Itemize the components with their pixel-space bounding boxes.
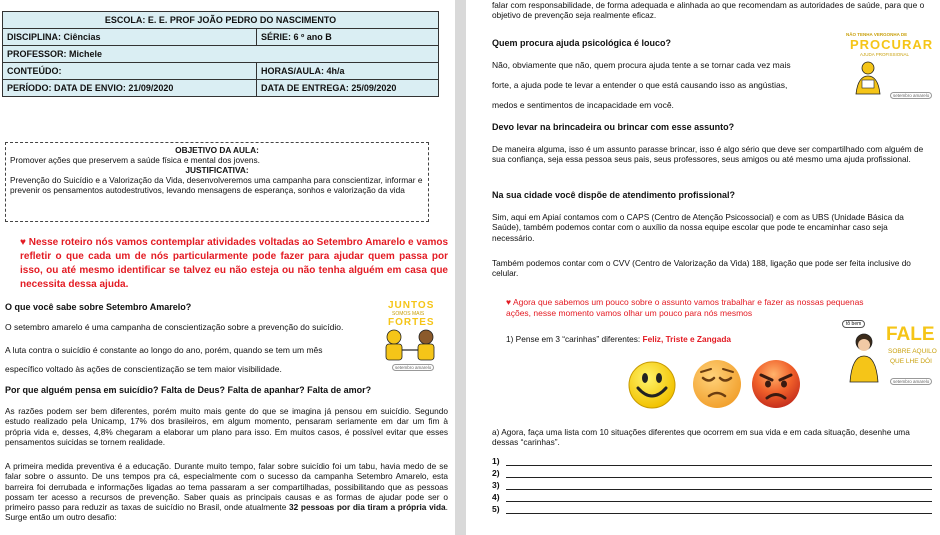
- header-table: [2, 11, 439, 97]
- prevention-highlight: 32 pessoas por dia tiram a própria vida: [289, 502, 446, 513]
- justification-text: Prevenção do Suicídio e a Valorização da Vida, desenvolveremos uma campanha para conscientizar, informar e prevenir os pensamentos autodestrutivos, levando mensagens de esperança, sonhos e valorização da vida: [10, 175, 423, 195]
- sticker-procurar-pre: NÃO TENHA VERGONHA DE: [846, 32, 908, 37]
- red-note-text: Agora que sabemos um pouco sobre o assunto vamos trabalhar e fazer as nossas pequenas ações, nesse momento vamos olhar um pouco para nós mesmos: [506, 297, 864, 318]
- right-page: [466, 0, 940, 535]
- paragraph-fight-b: específico voltado às ações de conscientização se tem maior visibilidade.: [5, 364, 282, 374]
- answer-line-number: 1): [492, 456, 500, 466]
- send-date: PERÍODO: DATA DE ENVIO: 21/09/2020: [3, 80, 257, 97]
- person-reading-illustration: [848, 60, 888, 96]
- hours: HORAS/AULA: 4h/a: [257, 63, 439, 80]
- objective-text: Promover ações que preservem a saúde física e mental dos jovens.: [10, 155, 260, 165]
- left-page: [0, 0, 455, 535]
- prevention-end: . Surge então um outro desafio:: [5, 502, 448, 523]
- answer-line-number: 5): [492, 504, 500, 514]
- prevention-text: A primeira medida preventiva é a educação. Durante muito tempo, falar sobre suicídio foi um tabu, havia medo de se falar sobre o assunto. De uns tempos pra cá, especialmente com o sucesso da campanha Setembro Amarelo, esta barreira foi derrubada e informações ligadas ao tema passaram a ser compartilhadas, possibilitando que as pessoas possam ter acesso a recursos de prevenção. Saber quais as principais causas e as formas de ajudar pode ser o primeiro passo para reduzir as taxas de suicídio no Brasil, onde atualmente: [5, 461, 448, 513]
- sticker-procurar: [842, 30, 936, 108]
- sticker-juntos: [380, 300, 450, 372]
- due-date: DATA DE ENTREGA: 25/09/2020: [257, 80, 439, 97]
- answer-line-1[interactable]: [492, 456, 932, 467]
- paragraph-serious: De maneira alguma, isso é um assunto parasse brincar, isso é algo sério que deve ser compartilhado com alguém de sua confiança, seja essa pessoa seus pais, seus professores, seus amigos ou até mesmo uma ajuda profissional.: [492, 144, 924, 165]
- answer-line-3[interactable]: [492, 480, 932, 491]
- grade: SÉRIE: 6 º ano B: [257, 29, 439, 46]
- item-one: [506, 334, 731, 345]
- question-why: Por que alguém pensa em suicídio? Falta de Deus? Falta de apanhar? Falta de amor?: [5, 385, 372, 395]
- paragraph-cvv: Também podemos contar com o CVV (Centro de Valorização da Vida) 188, ligação que pode ser feita inclusive do celular.: [492, 258, 911, 279]
- paragraph-help-c: medos e sentimentos de incapacidade em você.: [492, 100, 674, 110]
- answer-line-4[interactable]: [492, 492, 932, 503]
- teacher: PROFESSOR: Michele: [3, 46, 439, 63]
- paragraph-continuation: falar com responsabilidade, de forma adequada e alinhada ao que recomendam as autoridades de saúde, para que o objetivo de prevenção seja realmente eficaz.: [492, 0, 925, 21]
- paragraph-caps: Sim, aqui em Apiaí contamos com o CAPS (Centro de Atenção Psicossocial) e com as UBS (Unidade Básica da Saúde), também podemos contar com o auxílio da nossa equipe escolar que pode te encaminhar caso seja necessário.: [492, 212, 904, 243]
- happy-face-icon: [627, 360, 677, 410]
- angry-face-icon: [750, 358, 802, 410]
- sticker-juntos-title: JUNTOS: [388, 300, 435, 311]
- paragraph-fight-a: A luta contra o suicídio é constante ao longo do ano, porém, quando se tem um mês: [5, 345, 323, 355]
- objective-title: OBJETIVO DA AULA:: [175, 145, 259, 155]
- sticker-juntos-sub: SOMOS MAIS: [392, 311, 425, 317]
- person-talking-illustration: [846, 332, 886, 384]
- item-one-text: 1) Pense em 3 “carinhas” diferentes:: [506, 334, 643, 344]
- paragraph-campaign: O setembro amarelo é uma campanha de conscientização sobre a prevenção do suicídio.: [5, 322, 344, 332]
- justification-title: JUSTIFICATIVA:: [185, 165, 249, 175]
- paragraph-help-a: Não, obviamente que não, quem procura ajuda tente a se tornar cada vez mais: [492, 60, 791, 70]
- sticker-fale-sub2: QUE LHE DÓI: [890, 358, 932, 365]
- speech-bubble: tô bem: [842, 320, 865, 328]
- answer-line-2[interactable]: [492, 468, 932, 479]
- heart-icon: ♥: [20, 237, 26, 248]
- answer-line-number: 4): [492, 492, 500, 502]
- school-name: ESCOLA: E. E. PROF JOÃO PEDRO DO NASCIMENTO: [3, 12, 439, 29]
- sticker-fale-title: FALE: [886, 324, 935, 345]
- heart-icon: ♥: [506, 297, 512, 307]
- question-city-service: Na sua cidade você dispõe de atendimento profissional?: [492, 190, 736, 200]
- intro-paragraph: [20, 236, 448, 292]
- sticker-juntos-strong: FORTES: [388, 317, 435, 328]
- item-one-words: Feliz, Triste e Zangada: [642, 334, 732, 344]
- red-note: [506, 297, 886, 319]
- sticker-procurar-signature: setembro amarelo: [890, 92, 932, 99]
- sticker-juntos-signature: setembro amarelo: [392, 364, 434, 371]
- question-psychological-help: Quem procura ajuda psicológica é louco?: [492, 38, 672, 48]
- discipline: DISCIPLINA: Ciências: [3, 29, 257, 46]
- answer-line-number: 3): [492, 480, 500, 490]
- sticker-fale-sub: SOBRE AQUILO: [888, 348, 937, 355]
- sticker-fale: [842, 318, 938, 396]
- intro-text: Nesse roteiro nós vamos contemplar atividades voltadas ao Setembro Amarelo e vamos refletir o que cada um de nós particularmente pode fazer para ajudar quem passa por isso, ou até mesmo identificar se talvez eu não esteja ou não tenha alguém em casa que necessita dessa ajuda.: [20, 237, 449, 290]
- question-a: a) Agora, faça uma lista com 10 situações diferentes que ocorrem em sua vida e em cada situação, desenhe uma dessas “carinhas”.: [492, 427, 910, 448]
- paragraph-reasons: As razões podem ser bem diferentes, porém muito mais gente do que se imagina já pensou em suicídio. Segundo estudo realizado pela Unicamp, 17% dos brasileiros, em algum momento, pensaram seriamente em dar um fim à própria vida e, desses, 4,8% chegaram a elaborar um plano para isso. Em muitos casos, é possível evitar que esses pensamentos suicidas se tornem realidade.: [5, 406, 448, 447]
- answer-line-number: 2): [492, 468, 500, 478]
- friends-illustration: [380, 328, 446, 362]
- objective-box: [5, 142, 429, 222]
- sticker-fale-signature: setembro amarelo: [890, 378, 932, 385]
- sticker-procurar-title: PROCURAR: [850, 37, 934, 52]
- question-joke: Devo levar na brincadeira ou brincar com esse assunto?: [492, 122, 735, 132]
- paragraph-help-b: forte, a ajuda pode te levar a entender o que está causando isso as angústias,: [492, 80, 788, 90]
- paragraph-prevention: [5, 461, 448, 523]
- answer-line-5[interactable]: [492, 504, 932, 515]
- question-setembro-amarelo: O que você sabe sobre Setembro Amarelo?: [5, 302, 192, 312]
- sad-face-icon: [691, 358, 743, 410]
- sticker-procurar-sub: AJUDA PROFISSIONAL: [860, 52, 910, 57]
- content-label: CONTEÚDO:: [3, 63, 257, 80]
